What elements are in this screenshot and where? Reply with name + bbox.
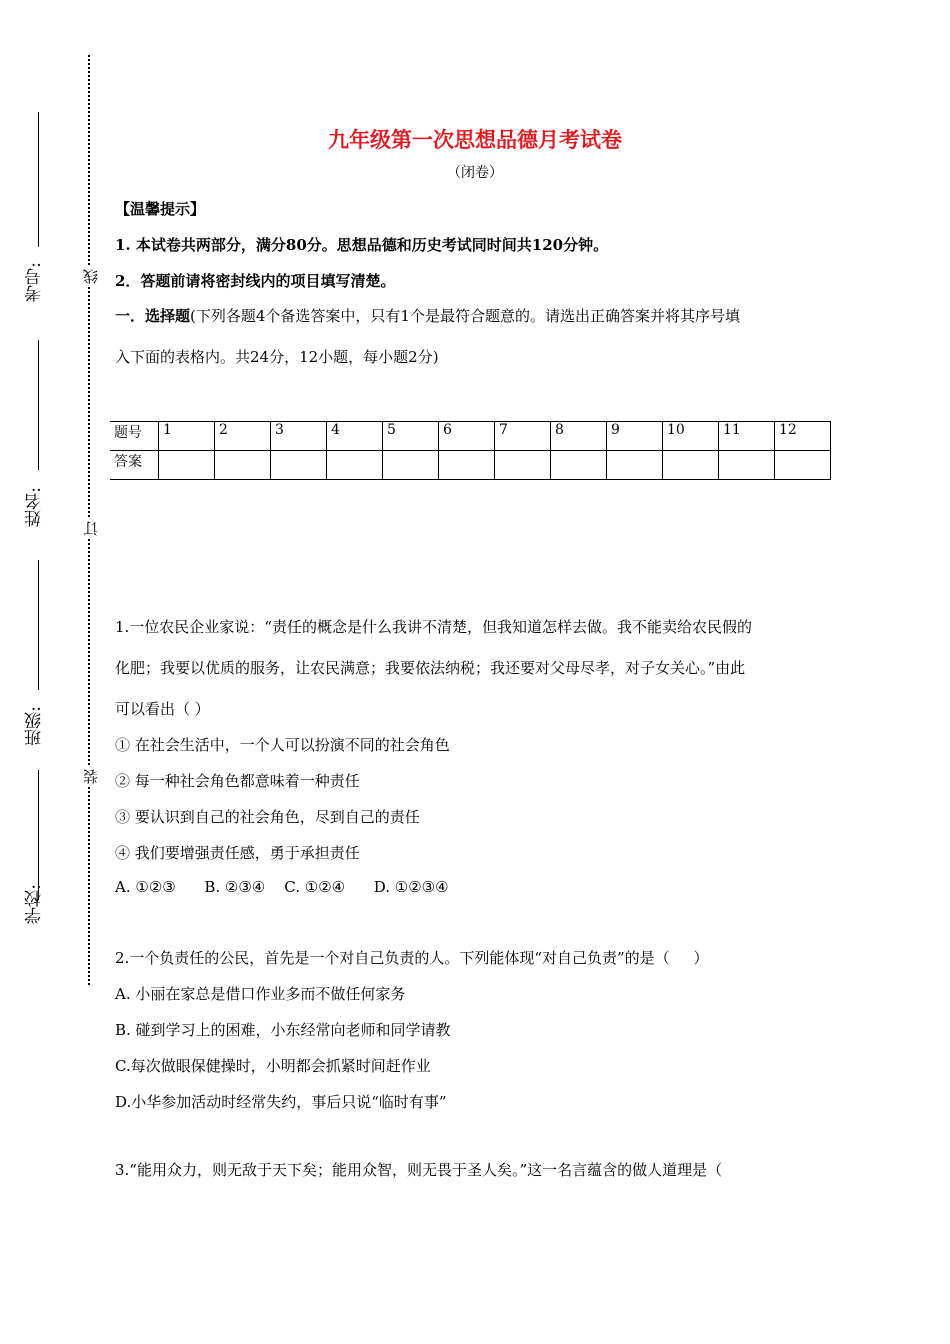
seal-char-zhuang: 装 [80,766,101,787]
seal-char-ding: 订 [80,518,101,539]
class-label: 班级: [25,706,45,746]
answer-table-number-2: 2 [215,422,271,451]
q2-option-a: A. 小丽在家总是借口作业多而不做任何家务 [115,985,406,1003]
answer-table-number-9: 9 [607,422,663,451]
page-subtitle: （闭卷） [447,165,503,181]
q1-stem-line-3: 可以看出（ ） [115,700,210,718]
school-line [38,770,39,900]
answer-cell-9[interactable] [607,451,663,480]
q1-statement-2: ② 每一种社会角色都意味着一种责任 [115,772,360,790]
answer-cell-7[interactable] [495,451,551,480]
answer-table-number-11: 11 [719,422,775,451]
answer-cell-10[interactable] [663,451,719,480]
school-label: 学校: [25,884,45,924]
section-1-desc-2: 入下面的表格内。共24分，12小题，每小题2分) [115,348,439,366]
class-line [38,560,39,690]
q1-stem-line-1: 1.一位农民企业家说：“责任的概念是什么我讲不清楚，但我知道怎样去做。我不能卖给农民假的 [115,618,752,636]
answer-table-label-number: 题号 [110,422,159,451]
answer-cell-11[interactable] [719,451,775,480]
answer-table-number-8: 8 [551,422,607,451]
page-title: 九年级第一次思想品德月考试卷 [328,127,622,152]
seal-char-xian: 线 [80,266,101,287]
notice-heading: 【温馨提示】 [115,200,206,218]
q3-stem: 3.“能用众力，则无敌于天下矣；能用众智，则无畏于圣人矣。”这一名言蕴含的做人道理是（ [115,1161,723,1179]
answer-cell-2[interactable] [215,451,271,480]
section-1-desc-1: (下列各题4个备选答案中，只有1个是最符合题意的。请选出正确答案并将其序号填 [190,307,740,325]
section-1-title: 一．选择题 [115,307,191,325]
q1-options: A. ①②③ B. ②③④ C. ①②④ D. ①②③④ [115,878,449,896]
answer-cell-6[interactable] [439,451,495,480]
answer-cell-1[interactable] [159,451,215,480]
answer-table-number-5: 5 [383,422,439,451]
notice-item-2: 2．答题前请将密封线内的项目填写清楚。 [115,272,396,290]
notice-item-1: 1. 本试卷共两部分，满分80分。思想品德和历史考试同时间共120分钟。 [115,236,609,254]
answer-cell-12[interactable] [775,451,831,480]
q2-option-c: C.每次做眼保健操时，小明都会抓紧时间赶作业 [115,1057,431,1075]
answer-cell-8[interactable] [551,451,607,480]
q1-statement-4: ④ 我们要增强责任感，勇于承担责任 [115,844,360,862]
name-line [38,340,39,470]
answer-table-row-numbers [110,422,831,451]
section-1-heading [115,305,740,326]
answer-table-number-4: 4 [327,422,383,451]
answer-cell-5[interactable] [383,451,439,480]
q1-statement-3: ③ 要认识到自己的社会角色，尽到自己的责任 [115,808,420,826]
q2-option-d: D.小华参加活动时经常失约，事后只说“临时有事” [115,1093,447,1111]
answer-table-number-3: 3 [271,422,327,451]
answer-table-number-12: 12 [775,422,831,451]
name-label: 姓名: [25,487,45,527]
q2-option-b: B. 碰到学习上的困难，小东经常向老师和同学请教 [115,1021,451,1039]
answer-table-number-10: 10 [663,422,719,451]
answer-table-label-answer: 答案 [110,451,159,480]
q1-statement-1: ① 在社会生活中，一个人可以扮演不同的社会角色 [115,736,450,754]
answer-table-number-1: 1 [159,422,215,451]
answer-table [110,421,831,480]
answer-table-row-answers [110,451,831,480]
answer-table-number-7: 7 [495,422,551,451]
exam-number-label: 考号: [25,262,45,302]
q1-stem-line-2: 化肥；我要以优质的服务，让农民满意；我要依法纳税；我还要对父母尽孝，对子女关心。”由此 [115,659,746,677]
answer-cell-3[interactable] [271,451,327,480]
answer-cell-4[interactable] [327,451,383,480]
answer-table-number-6: 6 [439,422,495,451]
q2-stem: 2.一个负责任的公民，首先是一个对自己负责的人。下列能体现“对自己负责”的是（ ） [115,949,709,967]
